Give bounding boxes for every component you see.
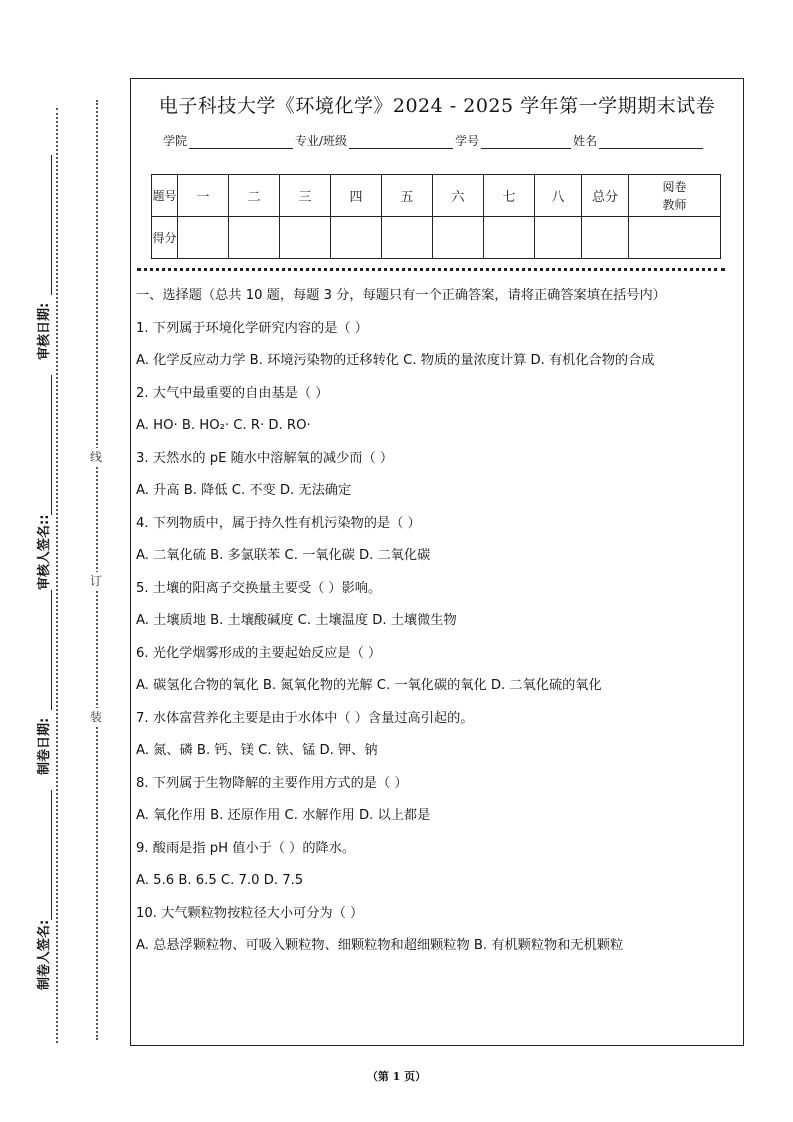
maker-date-line [51,590,53,710]
field-major-label: 专业/班级 [295,134,348,148]
page-number: （第 1 页） [366,1070,427,1083]
row-label-score: 得分 [152,217,178,259]
col-grader: 阅卷教师 [629,175,721,217]
question-10: 10. 大气颗粒物按粒径大小可分为（ ） [136,905,364,921]
question-3: 3. 天然水的 pE 随水中溶解氧的减少而（ ） [136,450,394,466]
question-6: 6. 光化学烟雾形成的主要起始反应是（ ） [136,645,382,661]
col-7: 七 [484,175,535,217]
question-7: 7. 水体富营养化主要是由于水体中（ ）含量过高引起的。 [136,710,474,726]
field-college-label: 学院 [163,134,188,148]
maker-date-label: 制卷日期: [37,717,52,775]
row-label-question-no: 题号 [152,175,178,217]
question-4: 4. 下列物质中，属于持久性有机污染物的是（ ） [136,515,421,531]
question-2-options: A. HO· B. HO₂· C. R· D. RO· [136,418,311,433]
question-10-options: A. 总悬浮颗粒物、可吸入颗粒物、细颗粒物和超细颗粒物 B. 有机颗粒物和无机颗粒 [136,938,624,953]
score-cell-5[interactable] [382,217,433,259]
question-5-options: A. 土壤质地 B. 土壤酸碱度 C. 土壤温度 D. 土壤微生物 [136,613,457,628]
question-1-options: A. 化学反应动力学 B. 环境污染物的迁移转化 C. 物质的量浓度计算 D. 有机化合物的合成 [136,353,655,368]
exam-frame [130,78,744,1046]
col-1: 一 [178,175,229,217]
section-heading: 一、选择题（总共 10 题，每题 3 分，每题只有一个正确答案，请将正确答案填在括号内） [136,288,666,303]
student-info-row [163,132,705,149]
question-9-options: A. 5.6 B. 6.5 C. 7.0 D. 7.5 [136,873,304,888]
score-cell-1[interactable] [178,217,229,259]
binding-char-zhuang: 装 [90,710,103,724]
question-5: 5. 土壤的阳离子交换量主要受（ ）影响。 [136,580,382,596]
header-separator [137,268,725,271]
question-2: 2. 大气中最重要的自由基是（ ） [136,385,329,401]
col-3: 三 [280,175,331,217]
reviewer-date-label: 审核日期: [37,302,52,360]
reviewer-date-line [51,155,53,295]
binding-char-line: 线 [90,450,103,464]
reviewer-sign-label: 审核人签名:: [37,514,52,590]
col-8: 八 [535,175,582,217]
binding-dotted-line [96,100,98,1040]
score-table [151,174,721,259]
question-6-options: A. 碳氢化合物的氧化 B. 氮氧化物的光解 C. 一氧化碳的氧化 D. 二氧化硫的氧化 [136,678,602,693]
field-name-blank[interactable] [599,135,703,149]
score-cell-2[interactable] [229,217,280,259]
col-4: 四 [331,175,382,217]
score-cell-8[interactable] [535,217,582,259]
reviewer-sign-line [51,375,53,515]
maker-sign-label: 制卷人签名: [37,919,52,990]
left-dotted-line [56,108,58,1043]
question-7-options: A. 氮、磷 B. 钙、镁 C. 铁、锰 D. 钾、钠 [136,743,378,758]
score-cell-3[interactable] [280,217,331,259]
maker-sign-line [51,790,53,920]
col-6: 六 [433,175,484,217]
question-8: 8. 下列属于生物降解的主要作用方式的是（ ） [136,775,408,791]
field-name-label: 姓名 [573,134,598,148]
score-cell-grader[interactable] [629,217,721,259]
question-3-options: A. 升高 B. 降低 C. 不变 D. 无法确定 [136,483,352,498]
question-8-options: A. 氧化作用 B. 还原作用 C. 水解作用 D. 以上都是 [136,808,431,823]
score-cell-total[interactable] [582,217,629,259]
col-total: 总分 [582,175,629,217]
binding-char-ding: 订 [90,574,103,588]
question-9: 9. 酸雨是指 pH 值小于（ ）的降水。 [136,840,356,856]
section-choice [136,286,742,969]
field-id-label: 学号 [455,134,480,148]
exam-title: 电子科技大学《环境化学》2024 - 2025 学年第一学期期末试卷 [158,95,716,117]
field-major-blank[interactable] [349,135,453,149]
col-2: 二 [229,175,280,217]
question-1: 1. 下列属于环境化学研究内容的是（ ） [136,320,368,336]
score-cell-6[interactable] [433,217,484,259]
field-college-blank[interactable] [189,135,293,149]
score-cell-4[interactable] [331,217,382,259]
question-4-options: A. 二氧化硫 B. 多氯联苯 C. 一氧化碳 D. 二氧化碳 [136,548,431,563]
col-5: 五 [382,175,433,217]
score-cell-7[interactable] [484,217,535,259]
field-id-blank[interactable] [481,135,571,149]
